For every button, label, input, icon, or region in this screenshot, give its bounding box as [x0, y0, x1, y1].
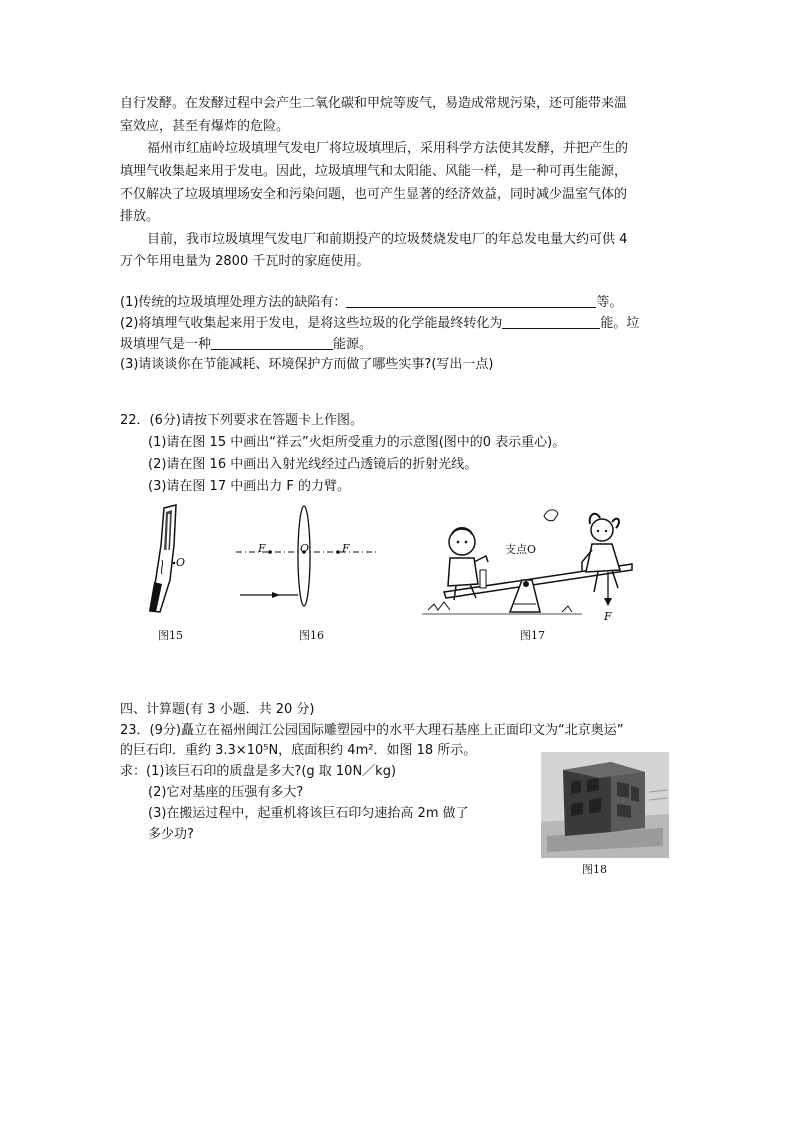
q23-s3-line1: (3)在搬运过程中，起重机将该巨石印匀速抬高 2m 做了 [148, 806, 469, 821]
q23-s3-line2: 多少功? [148, 827, 194, 842]
figure-15-torch [140, 500, 210, 625]
section4-title: 四、计算题(有 3 小题．共 20 分) [120, 702, 315, 717]
q23-s1: 求：(1)该巨石印的质盘是多大?(g 取 10N／kg) [120, 764, 397, 779]
q21-s2 [120, 314, 639, 333]
figure-18-caption: 图18 [582, 863, 607, 876]
q21-s1-suffix: 等。 [596, 295, 623, 310]
q22-title: 22．(6分)请按下列要求在答题卡上作图。 [120, 413, 363, 428]
passage-p3-line2: 万个年用电量为 2800 千瓦时的家庭使用。 [120, 254, 370, 269]
figure-16-lens-diagram [232, 500, 382, 625]
q21-s1 [120, 293, 622, 312]
passage-p2-line4: 排放。 [120, 209, 160, 224]
passage-p3-line1: 目前，我市垃圾填埋气发电厂和前期投产的垃圾焚烧发电厂的年总发电量大约可供 4 [147, 232, 628, 247]
q23-s2: (2)它对基座的压强有多大? [148, 785, 304, 800]
q21-s2-prefix: (2)将填埋气收集起来用于发电，是将这些垃圾的化学能最终转化为 [120, 316, 503, 331]
passage-p2-line2: 填埋气收集起来用于发电。因此，垃圾填埋气和太阳能、风能一样，是一种可再生能源， [120, 164, 628, 179]
passage-p1-line1: 自行发酵。在发酵过程中会产生二氧化碳和甲烷等废气，易造成常规污染，还可能带来温 [120, 96, 628, 111]
figure-17-seesaw [422, 500, 642, 625]
q21-s2-line2-blank[interactable] [211, 335, 333, 350]
q21-s2-line2-prefix: 圾填埋气是一种 [120, 337, 212, 352]
figure-15-caption: 图15 [158, 629, 183, 642]
figure-16-center: O [300, 542, 310, 555]
q21-s2-line2 [120, 335, 372, 354]
q21-s2-blank[interactable] [502, 314, 600, 329]
q23-line1: 23．(9分)矗立在福州闽江公园国际雕塑园中的水平大理石基座上正面印文为“北京奥运” [120, 723, 624, 738]
figure-17-force-label: F [604, 610, 612, 623]
figure-16-caption: 图16 [299, 629, 324, 642]
q21-s2-line2-suffix: 能源。 [333, 337, 373, 352]
q22-s3: (3)请在图 17 中画出力 F 的力臂。 [148, 479, 350, 494]
q21-s1-blank[interactable] [346, 293, 596, 308]
q22-s1: (1)请在图 15 中画出“祥云”火炬所受重力的示意图(图中的0 表示重心)。 [148, 435, 566, 450]
q23-line2: 的巨石印．重约 3.3×10⁵N，底面积约 4m²．如图 18 所示。 [120, 743, 477, 758]
stone-seal-illustration [541, 752, 669, 858]
q21-s2-suffix: 能。垃 [600, 316, 640, 331]
q21-s1-prefix: (1)传统的垃圾填埋处理方法的缺陷有： [120, 295, 347, 310]
passage-p1-line2: 室效应，甚至有爆炸的危险。 [120, 119, 290, 134]
figure-17-caption: 图17 [520, 629, 545, 642]
q21-s3: (3)请谈谈你在节能减耗、环境保护方而做了哪些实事?(写出一点) [120, 357, 494, 372]
passage-p2-line3: 不仅解决了垃圾填埋场安全和污染问题，也可产生显著的经济效益，同时减少温室气体的 [120, 187, 628, 202]
figure-16-focus-left: F [258, 542, 266, 555]
figure-18-stone-seal-photo [541, 752, 669, 858]
figure-17-pivot-label: 支点O [505, 543, 537, 556]
figure-16-focus-right: F [342, 542, 350, 555]
figure-15-point-label: O [176, 556, 186, 569]
passage-p2-line1: 福州市红庙岭垃圾填埋气发电厂将垃圾填埋后，采用科学方法使其发酵，并把产生的 [147, 141, 629, 156]
q22-s2: (2)请在图 16 中画出入射光线经过凸透镜后的折射光线。 [148, 457, 478, 472]
